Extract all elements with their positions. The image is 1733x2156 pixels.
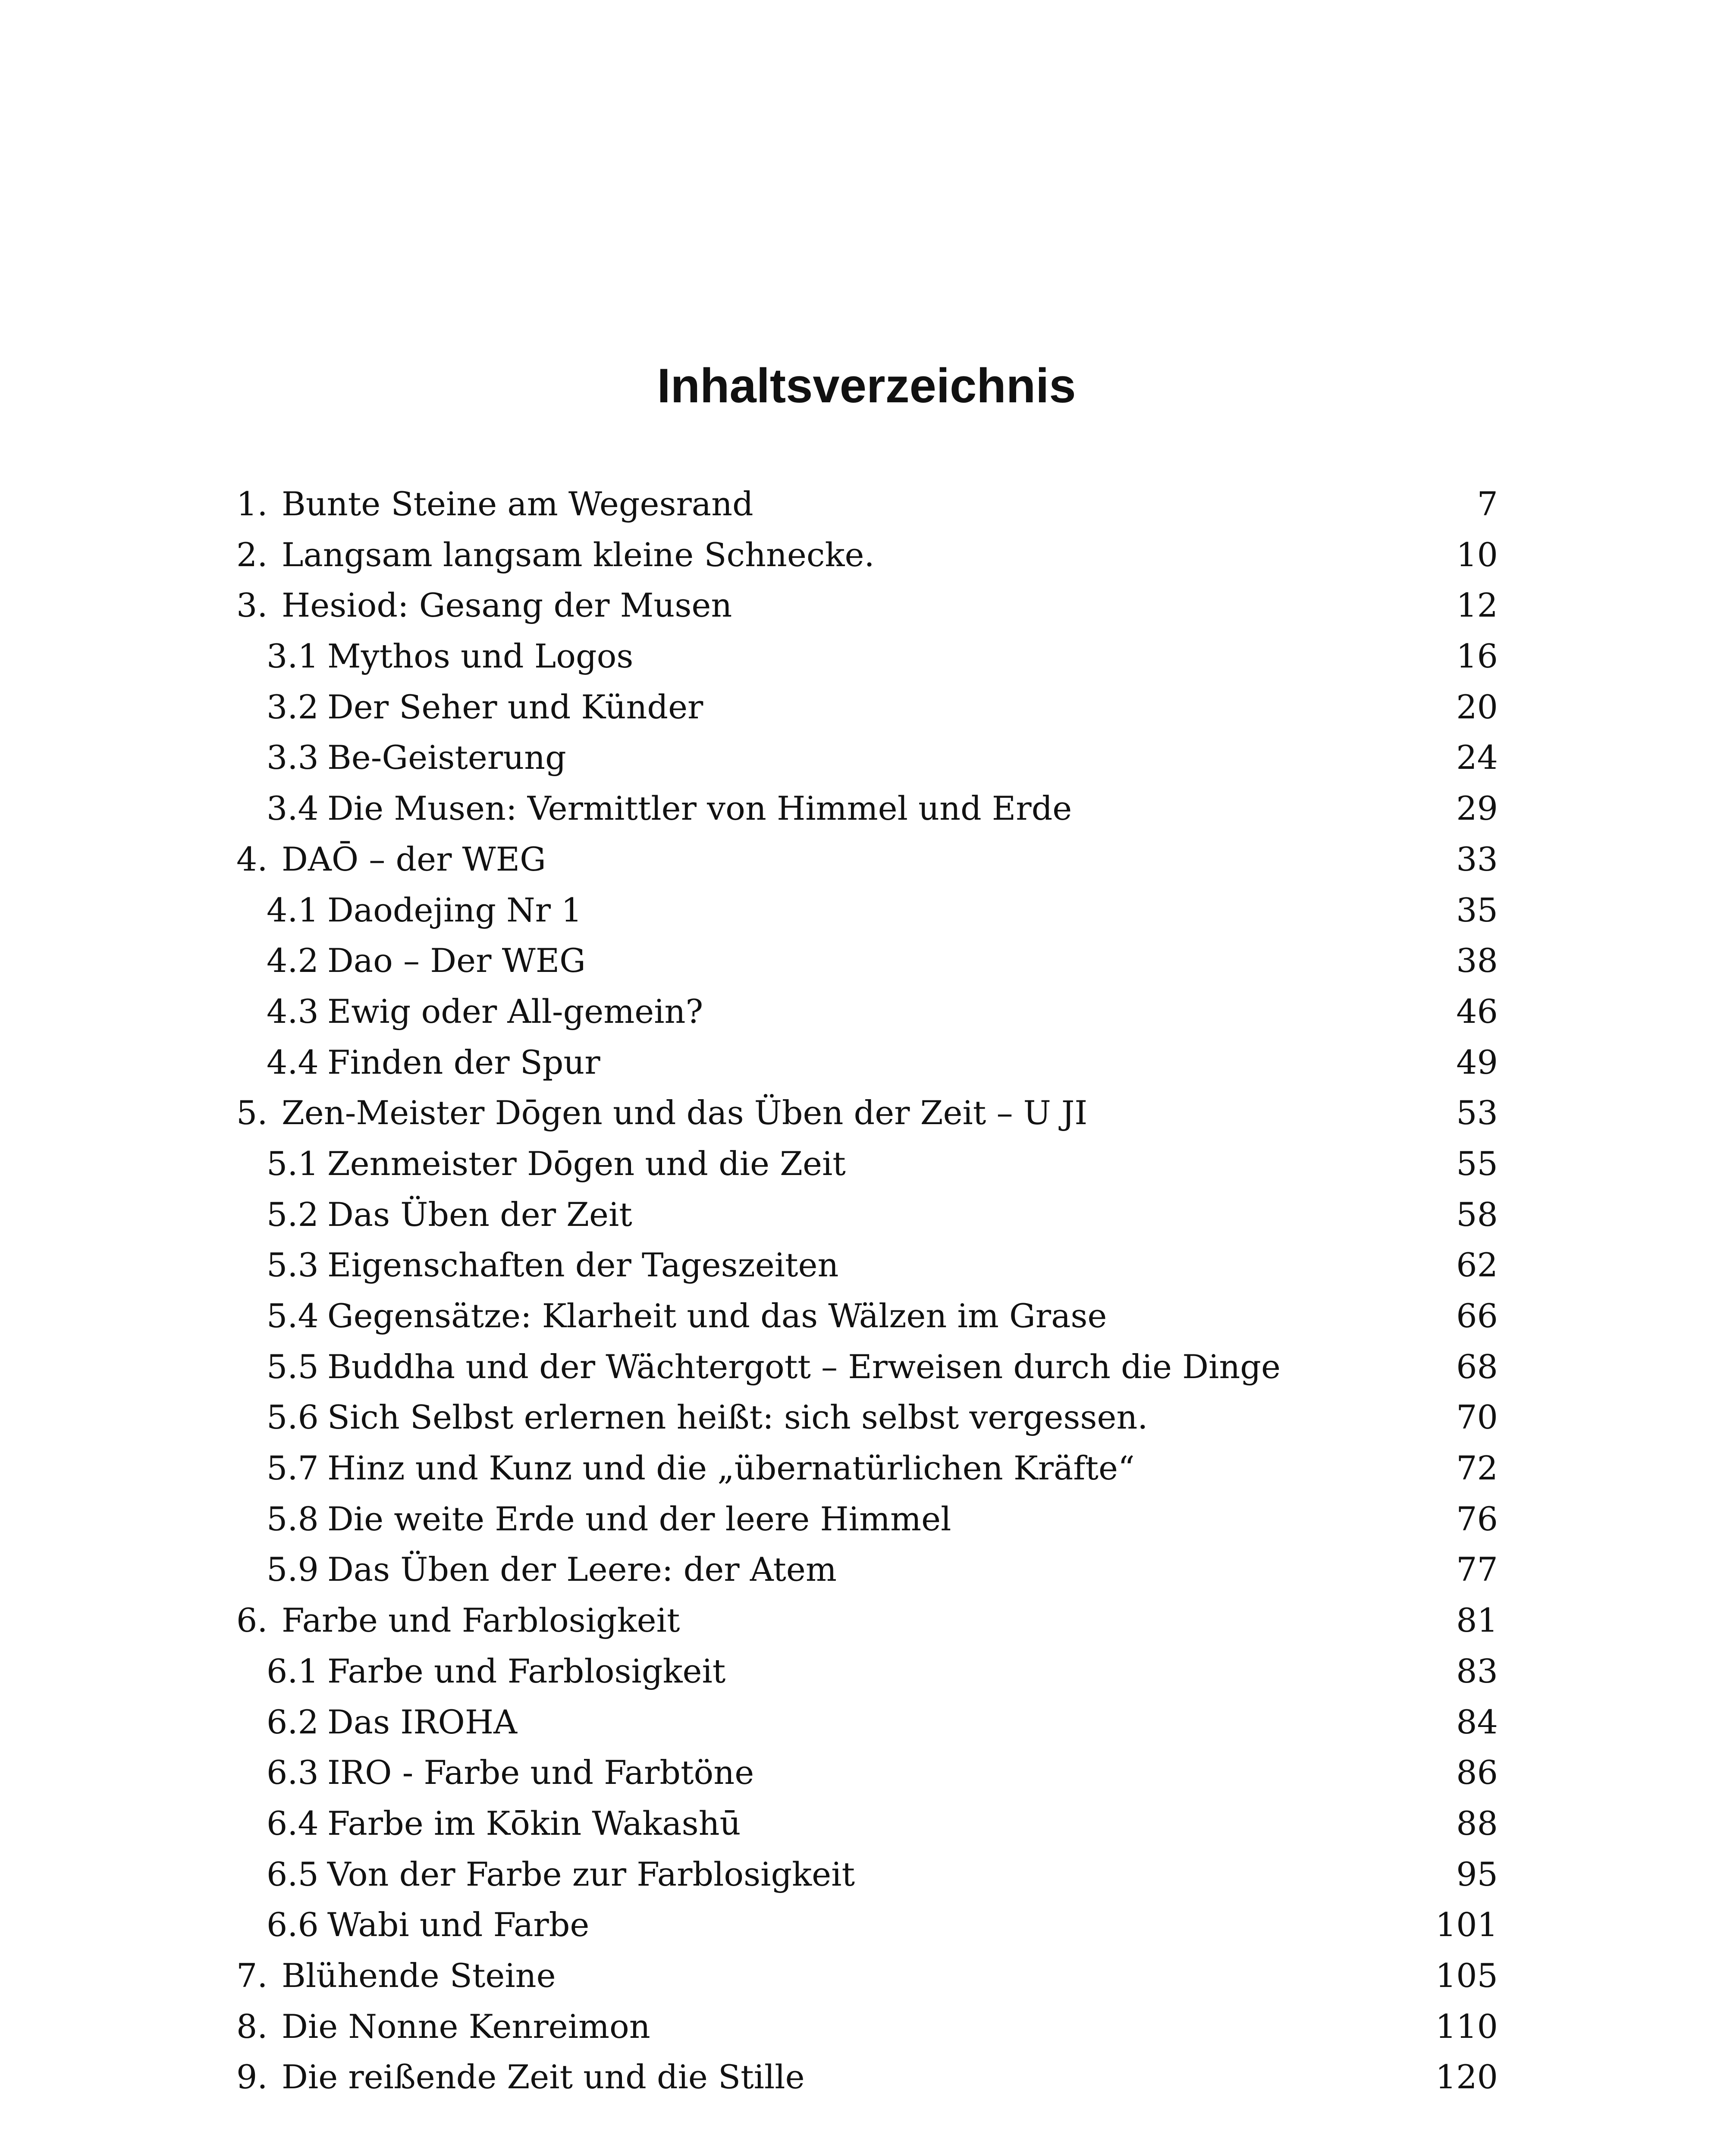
toc-entry-page-number: 62: [1456, 1246, 1498, 1285]
toc-entry-number: 6.3: [267, 1753, 319, 1792]
toc-entry-label: [236, 1144, 846, 1183]
toc-entry[interactable]: [236, 1899, 1498, 1950]
toc-entry-title: Der Seher und Künder: [327, 687, 703, 726]
toc-entry-number: 1.: [236, 485, 268, 523]
page-title: Inhaltsverzeichnis: [657, 359, 1076, 413]
toc-entry[interactable]: [236, 1443, 1498, 1494]
toc-entry-title: Be-Geisterung: [327, 738, 566, 777]
toc-entry[interactable]: [236, 885, 1498, 936]
toc-entry-label: [236, 586, 732, 624]
toc-entry-title: Farbe und Farblosigkeit: [327, 1651, 726, 1690]
toc-entry-title: Die Nonne Kenreimon: [282, 2007, 650, 2046]
toc-entry[interactable]: [236, 1240, 1498, 1291]
toc-entry-label: [236, 1195, 632, 1234]
toc-entry-page-number: 38: [1456, 941, 1498, 980]
toc-entry-number: 6.4: [267, 1804, 319, 1843]
toc-entry-label: [236, 789, 1072, 827]
toc-entry-label: [236, 1956, 556, 1995]
toc-entry-page-number: 46: [1456, 992, 1498, 1031]
toc-entry[interactable]: [236, 530, 1498, 580]
toc-entry-page-number: 95: [1456, 1855, 1498, 1893]
toc-entry[interactable]: [236, 1849, 1498, 1900]
toc-entry-title: Von der Farbe zur Farblosigkeit: [327, 1855, 855, 1893]
toc-entry-title: Bunte Steine am Wegesrand: [282, 485, 753, 523]
toc-entry-label: [236, 1703, 517, 1741]
toc-entry-title: Langsam langsam kleine Schnecke.: [282, 535, 875, 574]
toc-entry-number: 3.: [236, 586, 268, 625]
toc-entry-label: [236, 1753, 754, 1792]
toc-entry-number: 3.4: [267, 789, 319, 828]
toc-entry-number: 6.5: [267, 1855, 319, 1893]
toc-entry-label: [236, 637, 633, 675]
toc-entry-number: 5.2: [267, 1195, 319, 1234]
toc-entry[interactable]: [236, 1189, 1498, 1240]
toc-entry-label: [236, 1905, 589, 1944]
toc-entry-page-number: 58: [1456, 1195, 1498, 1234]
toc-entry-label: [236, 941, 586, 980]
toc-entry-number: 3.1: [267, 637, 319, 676]
toc-entry-page-number: 76: [1456, 1499, 1498, 1538]
toc-entry[interactable]: [236, 834, 1498, 885]
toc-entry-number: 4.2: [267, 941, 319, 980]
toc-entry-page-number: 83: [1456, 1651, 1498, 1690]
toc-entry-title: Buddha und der Wächtergott – Erweisen durch die Dinge: [327, 1347, 1281, 1386]
toc-entry-label: [236, 1449, 1135, 1487]
toc-entry-number: 5.8: [267, 1499, 319, 1538]
toc-entry-label: [236, 992, 703, 1031]
table-of-contents: [236, 479, 1498, 2103]
toc-entry-page-number: 81: [1456, 1601, 1498, 1640]
toc-entry-title: Hinz und Kunz und die „übernatürlichen Kräfte“: [327, 1449, 1135, 1488]
toc-entry-title: Sich Selbst erlernen heißt: sich selbst vergessen.: [327, 1398, 1148, 1437]
toc-entry[interactable]: [236, 1037, 1498, 1088]
toc-entry[interactable]: [236, 1646, 1498, 1697]
toc-entry-page-number: 55: [1456, 1144, 1498, 1183]
toc-entry-number: 5.7: [267, 1449, 319, 1488]
toc-entry[interactable]: [236, 732, 1498, 783]
toc-entry-label: [236, 2007, 650, 2046]
toc-entry-number: 4.3: [267, 992, 319, 1031]
toc-entry[interactable]: [236, 2052, 1498, 2103]
toc-entry[interactable]: [236, 1544, 1498, 1595]
toc-entry-title: DAŌ – der WEG: [282, 840, 546, 878]
toc-entry[interactable]: [236, 1291, 1498, 1341]
toc-entry[interactable]: [236, 1595, 1498, 1646]
toc-entry-title: Das Üben der Zeit: [327, 1195, 632, 1234]
toc-entry-page-number: 84: [1456, 1702, 1498, 1741]
toc-entry-title: Die reißende Zeit und die Stille: [282, 2058, 805, 2096]
toc-entry-page-number: 33: [1456, 840, 1498, 878]
toc-entry-title: IRO - Farbe und Farbtöne: [327, 1753, 754, 1792]
toc-entry-page-number: 70: [1456, 1398, 1498, 1437]
toc-entry-label: [236, 2058, 805, 2096]
toc-entry[interactable]: [236, 1798, 1498, 1849]
toc-entry-number: 5.6: [267, 1398, 319, 1437]
toc-entry-page-number: 88: [1456, 1804, 1498, 1843]
toc-entry-number: 6.6: [267, 1905, 319, 1944]
toc-entry-page-number: 35: [1456, 890, 1498, 929]
toc-entry-title: Die weite Erde und der leere Himmel: [327, 1499, 951, 1538]
toc-entry-label: [236, 1500, 951, 1538]
toc-entry-label: [236, 1550, 837, 1589]
toc-entry-page-number: 7: [1477, 485, 1498, 523]
toc-entry-label: [236, 1855, 855, 1893]
toc-entry-label: [236, 1094, 1087, 1132]
toc-entry-label: [236, 1297, 1107, 1335]
toc-entry-title: Wabi und Farbe: [327, 1905, 590, 1944]
toc-entry-page-number: 10: [1456, 535, 1498, 574]
toc-entry-number: 5.3: [267, 1246, 319, 1285]
toc-entry-label: [236, 1246, 838, 1284]
toc-entry-number: 6.: [236, 1601, 268, 1640]
toc-entry-number: 5.: [236, 1094, 268, 1132]
toc-entry-title: Zen-Meister Dōgen und das Üben der Zeit – U JI: [282, 1094, 1088, 1132]
toc-entry-page-number: 101: [1435, 1905, 1498, 1944]
toc-entry-title: Farbe im Kōkin Wakashū: [327, 1804, 741, 1843]
toc-entry-title: Das Üben der Leere: der Atem: [327, 1550, 837, 1589]
toc-entry-page-number: 110: [1435, 2007, 1498, 2046]
toc-entry-title: Eigenschaften der Tageszeiten: [327, 1246, 839, 1285]
toc-entry[interactable]: [236, 1950, 1498, 2001]
toc-entry-page-number: 49: [1456, 1043, 1498, 1081]
toc-entry-title: Zenmeister Dōgen und die Zeit: [327, 1144, 846, 1183]
toc-entry[interactable]: [236, 479, 1498, 530]
toc-entry-number: 6.1: [267, 1651, 319, 1690]
toc-entry[interactable]: [236, 631, 1498, 682]
toc-entry-title: Das IROHA: [327, 1702, 517, 1741]
toc-entry-title: Finden der Spur: [327, 1043, 600, 1081]
toc-entry-page-number: 66: [1456, 1297, 1498, 1335]
toc-entry[interactable]: [236, 986, 1498, 1037]
toc-entry-label: [236, 1652, 725, 1690]
toc-entry-title: Gegensätze: Klarheit und das Wälzen im Grase: [327, 1297, 1107, 1335]
toc-entry-page-number: 24: [1456, 738, 1498, 777]
toc-entry[interactable]: [236, 1087, 1498, 1138]
toc-entry-label: [236, 1348, 1281, 1386]
toc-entry-label: [236, 1804, 741, 1843]
toc-entry-page-number: 53: [1456, 1094, 1498, 1132]
toc-entry-number: 8.: [236, 2007, 268, 2046]
toc-entry[interactable]: [236, 1392, 1498, 1443]
toc-entry-page-number: 29: [1456, 789, 1498, 828]
toc-entry-label: [236, 1601, 680, 1639]
toc-entry-number: 3.3: [267, 738, 319, 777]
toc-entry[interactable]: [236, 1747, 1498, 1798]
toc-entry-number: 3.2: [267, 687, 319, 726]
toc-entry-label: [236, 738, 566, 777]
toc-entry[interactable]: [236, 935, 1498, 986]
toc-entry-title: Daodejing Nr 1: [327, 890, 582, 929]
toc-entry[interactable]: [236, 1697, 1498, 1748]
toc-entry-number: 5.4: [267, 1297, 319, 1335]
toc-entry-label: [236, 688, 703, 726]
toc-entry-number: 7.: [236, 1956, 268, 1995]
toc-entry-title: Ewig oder All-gemein?: [327, 992, 703, 1031]
toc-entry-page-number: 77: [1456, 1550, 1498, 1589]
toc-entry-label: [236, 891, 582, 929]
toc-entry-title: Blühende Steine: [282, 1956, 556, 1995]
toc-entry-label: [236, 840, 546, 878]
toc-entry-page-number: 20: [1456, 687, 1498, 726]
toc-entry-page-number: 105: [1435, 1956, 1498, 1995]
toc-entry-label: [236, 536, 875, 574]
toc-entry-number: 6.2: [267, 1702, 319, 1741]
toc-entry-number: 5.5: [267, 1347, 319, 1386]
toc-entry-title: Farbe und Farblosigkeit: [282, 1601, 680, 1640]
toc-entry[interactable]: [236, 580, 1498, 631]
toc-entry[interactable]: [236, 1494, 1498, 1545]
toc-entry[interactable]: [236, 1138, 1498, 1189]
toc-entry[interactable]: [236, 1341, 1498, 1392]
toc-entry-page-number: 86: [1456, 1753, 1498, 1792]
toc-entry-page-number: 16: [1456, 637, 1498, 676]
toc-entry-label: [236, 1398, 1148, 1436]
toc-entry-title: Hesiod: Gesang der Musen: [282, 586, 732, 625]
toc-entry-number: 5.1: [267, 1144, 319, 1183]
toc-entry-label: [236, 485, 753, 523]
toc-entry-title: Dao – Der WEG: [327, 941, 586, 980]
toc-entry[interactable]: [236, 2001, 1498, 2052]
toc-entry-page-number: 72: [1456, 1449, 1498, 1488]
toc-entry[interactable]: [236, 682, 1498, 733]
toc-entry-title: Mythos und Logos: [327, 637, 634, 676]
toc-entry-title: Die Musen: Vermittler von Himmel und Erde: [327, 789, 1072, 828]
toc-entry-page-number: 68: [1456, 1347, 1498, 1386]
toc-entry[interactable]: [236, 783, 1498, 834]
toc-entry-number: 2.: [236, 535, 268, 574]
toc-entry-number: 4.1: [267, 890, 319, 929]
toc-entry-label: [236, 1043, 600, 1081]
toc-entry-number: 5.9: [267, 1550, 319, 1589]
toc-entry-number: 4.: [236, 840, 268, 878]
toc-entry-number: 4.4: [267, 1043, 319, 1081]
toc-entry-number: 9.: [236, 2058, 268, 2096]
toc-entry-page-number: 120: [1435, 2058, 1498, 2096]
toc-entry-page-number: 12: [1456, 586, 1498, 625]
